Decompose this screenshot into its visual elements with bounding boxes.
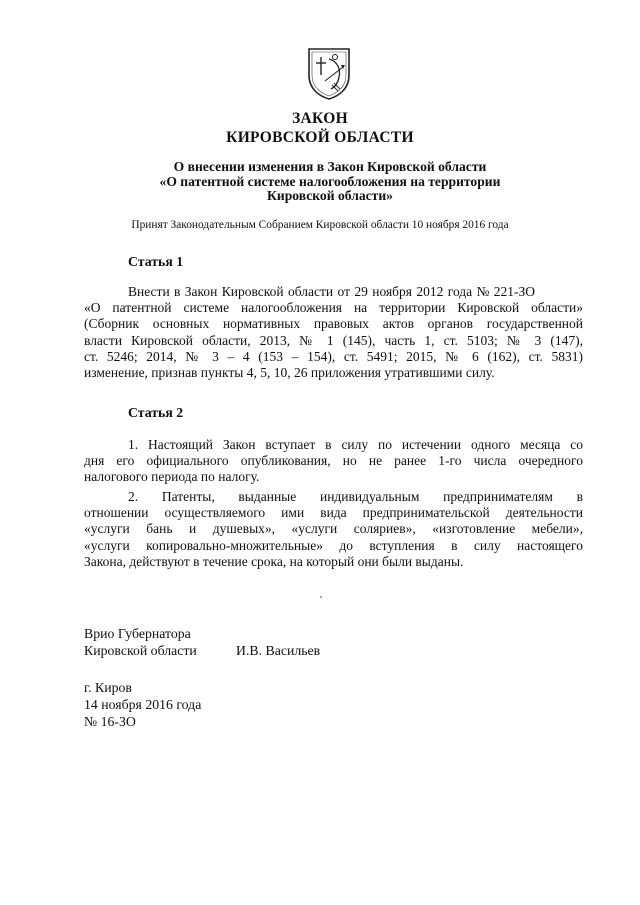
text-line: 1. Настоящий Закон вступает в силу по истечении одного месяца со bbox=[128, 437, 583, 452]
article-2-heading: Статья 2 bbox=[128, 405, 184, 420]
text-line: власти Кировской области, 2013, № 1 (145), часть 1, ст. 5103; № 3 (147), bbox=[84, 332, 583, 348]
article-1-text bbox=[84, 284, 583, 381]
signatory-region: Кировской области bbox=[84, 643, 197, 658]
signing-date: 14 ноября 2016 года bbox=[84, 697, 202, 712]
kirov-coat-of-arms-icon bbox=[305, 45, 353, 101]
signatory-position: Врио Губернатора bbox=[84, 626, 191, 641]
article-1-heading: Статья 1 bbox=[128, 254, 184, 269]
text-line: налогового периода по налогу. bbox=[84, 469, 260, 485]
text-line: «услуги бань и душевых», «услуги соляриев», «изготовление мебели», bbox=[84, 521, 583, 537]
article-2-part-1 bbox=[84, 437, 583, 486]
text-line: (Сборник основных нормативных правовых актов органов государственной bbox=[84, 316, 583, 332]
text-line: отношении осуществляемого ими вида предпринимательской деятельности bbox=[84, 505, 583, 521]
text-line: Закона, действуют в течение срока, на который они были выданы. bbox=[84, 553, 464, 569]
signing-city: г. Киров bbox=[84, 680, 132, 695]
adoption-note: Принят Законодательным Собранием Кировской области 10 ноября 2016 года bbox=[131, 219, 509, 231]
text-line: изменение, признав пункты 4, 5, 10, 26 приложения утратившими силу. bbox=[84, 365, 495, 381]
subject-line: «О патентной системе налогообложения на территории bbox=[159, 173, 501, 189]
law-number: № 16-ЗО bbox=[84, 714, 136, 729]
text-line: 2. Патенты, выданные индивидуальным предпринимателям в bbox=[128, 489, 583, 504]
text-line: Внести в Закон Кировской области от 29 ноября 2012 года № 221-ЗО bbox=[128, 284, 536, 299]
signatory-name: И.В. Васильев bbox=[236, 643, 321, 658]
text-line: дня его официального опубликования, но не ранее 1-го числа очередного bbox=[84, 453, 583, 469]
text-line: «О патентной системе налогообложения на территории Кировской области» bbox=[84, 300, 583, 316]
article-2-part-2 bbox=[84, 489, 583, 570]
subject-line: О внесении изменения в Закон Кировской области bbox=[173, 159, 487, 174]
law-region-title: КИРОВСКОЙ ОБЛАСТИ bbox=[226, 129, 414, 146]
law-title: ЗАКОН bbox=[292, 110, 348, 127]
text-line: ст. 5246; 2014, № 3 – 4 (153 – 154), ст. 5491; 2015, № 6 (162), ст. 5831) bbox=[84, 348, 583, 364]
law-subject bbox=[130, 160, 530, 204]
subject-line: Кировской области» bbox=[267, 188, 393, 203]
text-line: «услуги копировально-множительные» до вступления в силу настоящего bbox=[84, 537, 583, 553]
scan-speck bbox=[320, 596, 322, 598]
